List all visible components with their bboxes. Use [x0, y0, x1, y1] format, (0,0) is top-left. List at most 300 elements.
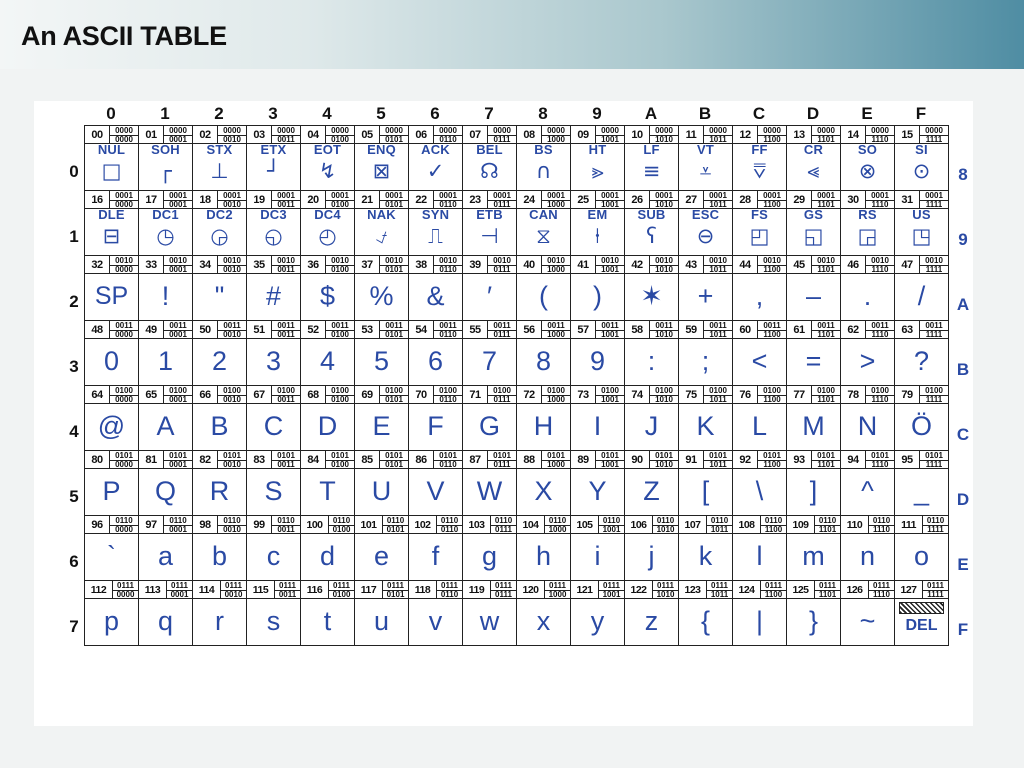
- binary-low-nibble: 0010: [223, 265, 241, 274]
- char-glyph: ′: [486, 281, 493, 311]
- char-glyph: Z: [643, 476, 660, 506]
- binary-code: [434, 256, 462, 273]
- binary-code: [491, 516, 516, 533]
- code-strip: [571, 256, 624, 274]
- decimal-code: 63: [895, 321, 920, 338]
- char-glyph: y: [590, 606, 605, 636]
- control-abbreviation: DC3: [260, 207, 287, 222]
- binary-code: [488, 256, 516, 273]
- decimal-code: 105: [571, 516, 599, 533]
- decimal-code: 58: [625, 321, 650, 338]
- decimal-code: 24: [517, 191, 542, 208]
- decimal-code: 121: [571, 581, 599, 598]
- binary-high-nibble: 0001: [650, 192, 678, 202]
- code-strip: [139, 451, 192, 469]
- binary-low-nibble: 0010: [223, 330, 241, 339]
- char-glyph: –: [805, 281, 822, 311]
- binary-low-nibble: 1000: [547, 460, 565, 469]
- binary-high-nibble: 0111: [815, 582, 840, 592]
- ascii-cell: [732, 255, 787, 321]
- binary-code: [218, 386, 246, 403]
- binary-low-nibble: 0100: [331, 135, 349, 144]
- control-abbreviation: SI: [915, 142, 928, 157]
- binary-code: [383, 516, 408, 533]
- decimal-code: 10: [625, 126, 650, 143]
- binary-code: [653, 516, 678, 533]
- control-symbol: ☊: [480, 159, 499, 183]
- control-symbol: ✓: [426, 159, 445, 183]
- binary-high-nibble: 0111: [545, 582, 570, 592]
- binary-high-nibble: 0101: [164, 452, 192, 462]
- column-header: 7: [484, 104, 494, 123]
- column-header: 3: [268, 104, 278, 123]
- ascii-cell: [786, 580, 841, 646]
- decimal-code: 53: [355, 321, 380, 338]
- ascii-cell: [516, 125, 571, 191]
- binary-code: [380, 126, 408, 143]
- binary-high-nibble: 0111: [167, 582, 192, 592]
- binary-high-nibble: 0000: [704, 127, 732, 137]
- decimal-code: 61: [787, 321, 812, 338]
- decimal-code: 72: [517, 386, 542, 403]
- binary-low-nibble: 1110: [871, 200, 889, 209]
- binary-low-nibble: 0111: [493, 135, 511, 144]
- ascii-cell: [624, 385, 679, 451]
- decimal-code: 28: [733, 191, 758, 208]
- row-header-left: 5: [69, 487, 79, 506]
- control-symbol: ⩡: [699, 159, 712, 183]
- ascii-cell: [138, 385, 193, 451]
- binary-low-nibble: 1110: [873, 590, 890, 599]
- char-glyph: z: [644, 606, 659, 636]
- decimal-code: 49: [139, 321, 164, 338]
- binary-code: [164, 126, 192, 143]
- decimal-code: 79: [895, 386, 920, 403]
- binary-low-nibble: 1111: [925, 330, 943, 339]
- decimal-code: 110: [841, 516, 869, 533]
- code-strip: [787, 256, 840, 274]
- row-header-left: 0: [69, 162, 79, 181]
- binary-code: [653, 581, 678, 598]
- ascii-cell: [246, 320, 301, 386]
- binary-code: [596, 321, 624, 338]
- binary-code: [218, 516, 246, 533]
- decimal-code: 123: [679, 581, 707, 598]
- decimal-code: 55: [463, 321, 488, 338]
- char-glyph: {: [700, 606, 711, 636]
- decimal-code: 120: [517, 581, 545, 598]
- decimal-code: 66: [193, 386, 218, 403]
- binary-low-nibble: 1000: [548, 590, 567, 599]
- decimal-code: 01: [139, 126, 164, 143]
- binary-low-nibble: 1111: [925, 395, 943, 404]
- binary-low-nibble: 0010: [223, 200, 241, 209]
- control-symbol: ⍿: [594, 224, 601, 248]
- binary-low-nibble: 1001: [601, 460, 619, 469]
- char-glyph: SP: [94, 282, 129, 310]
- decimal-code: 59: [679, 321, 704, 338]
- binary-code: [110, 321, 138, 338]
- decimal-code: 80: [85, 451, 110, 468]
- char-glyph: n: [859, 541, 876, 571]
- binary-high-nibble: 0000: [812, 127, 840, 137]
- ascii-cell: [462, 515, 517, 581]
- binary-high-nibble: 0000: [596, 127, 624, 137]
- control-abbreviation: NUL: [97, 142, 126, 157]
- char-glyph: s: [266, 606, 281, 636]
- binary-high-nibble: 0100: [272, 387, 300, 397]
- ascii-cell: [678, 385, 733, 451]
- code-strip: [895, 451, 948, 469]
- ascii-cell: [516, 255, 571, 321]
- control-symbol: ≡: [642, 159, 661, 183]
- binary-code: [542, 451, 570, 468]
- decimal-code: 60: [733, 321, 758, 338]
- binary-high-nibble: 0111: [653, 582, 678, 592]
- binary-high-nibble: 0010: [488, 257, 516, 267]
- decimal-code: 33: [139, 256, 164, 273]
- char-glyph: h: [535, 541, 552, 571]
- decimal-code: 125: [787, 581, 815, 598]
- binary-low-nibble: 0011: [277, 525, 295, 534]
- char-glyph: :: [647, 346, 656, 376]
- binary-low-nibble: 1001: [602, 590, 621, 599]
- binary-code: [272, 126, 300, 143]
- decimal-code: 30: [841, 191, 866, 208]
- binary-low-nibble: 1000: [547, 395, 565, 404]
- char-glyph: p: [103, 606, 120, 636]
- decimal-code: 77: [787, 386, 812, 403]
- decimal-code: 20: [301, 191, 326, 208]
- ascii-cell: [408, 255, 463, 321]
- control-abbreviation: SO: [857, 142, 878, 157]
- decimal-code: 02: [193, 126, 218, 143]
- ascii-cell: [516, 190, 571, 256]
- row-header-left: 6: [69, 552, 79, 571]
- binary-code: [326, 451, 354, 468]
- binary-low-nibble: 0100: [331, 330, 349, 339]
- binary-code: [812, 256, 840, 273]
- binary-high-nibble: 0100: [326, 387, 354, 397]
- decimal-code: 87: [463, 451, 488, 468]
- ascii-cell: [894, 320, 949, 386]
- binary-code: [437, 581, 462, 598]
- binary-code: [704, 191, 732, 208]
- binary-high-nibble: 0001: [110, 192, 138, 202]
- ascii-cell: [84, 125, 139, 191]
- control-abbreviation: FS: [750, 207, 768, 222]
- binary-code: [113, 581, 138, 598]
- binary-high-nibble: 0100: [812, 387, 840, 397]
- ascii-cell: [408, 190, 463, 256]
- binary-high-nibble: 0100: [542, 387, 570, 397]
- binary-high-nibble: 0111: [383, 582, 408, 592]
- code-strip: [193, 581, 246, 599]
- binary-low-nibble: 0110: [439, 265, 457, 274]
- binary-code: [707, 516, 732, 533]
- code-strip: [679, 386, 732, 404]
- control-abbreviation: SYN: [421, 207, 450, 222]
- code-strip: [301, 386, 354, 404]
- code-strip: [787, 386, 840, 404]
- ascii-cell: [246, 125, 301, 191]
- binary-code: [329, 516, 354, 533]
- control-abbreviation: BS: [534, 142, 553, 157]
- ascii-cell: [894, 580, 949, 646]
- char-glyph: q: [157, 606, 174, 636]
- code-strip: [301, 451, 354, 469]
- decimal-code: 83: [247, 451, 272, 468]
- binary-code: [167, 581, 192, 598]
- binary-code: [866, 126, 894, 143]
- control-symbol: ⪡: [807, 159, 820, 183]
- ascii-cell: [786, 190, 841, 256]
- ascii-cell: [138, 125, 193, 191]
- binary-high-nibble: 0001: [218, 192, 246, 202]
- decimal-code: 74: [625, 386, 650, 403]
- binary-code: [542, 126, 570, 143]
- code-strip: [85, 321, 138, 339]
- ascii-cell: [786, 385, 841, 451]
- decimal-code: 75: [679, 386, 704, 403]
- binary-high-nibble: 0100: [650, 387, 678, 397]
- char-glyph: x: [536, 606, 551, 636]
- control-symbol: ⎍: [428, 224, 443, 248]
- decimal-code: 119: [463, 581, 491, 598]
- code-strip: [625, 386, 678, 404]
- binary-low-nibble: 1111: [925, 265, 943, 274]
- binary-low-nibble: 0101: [385, 200, 403, 209]
- binary-low-nibble: 0000: [115, 330, 133, 339]
- ascii-cell: [678, 580, 733, 646]
- binary-low-nibble: 1101: [817, 135, 835, 144]
- decimal-code: 95: [895, 451, 920, 468]
- char-glyph: j: [648, 541, 655, 571]
- code-strip: [571, 386, 624, 404]
- binary-high-nibble: 0011: [596, 322, 624, 332]
- binary-low-nibble: 0100: [331, 460, 349, 469]
- decimal-code: 103: [463, 516, 491, 533]
- char-glyph: K: [696, 411, 715, 441]
- decimal-code: 56: [517, 321, 542, 338]
- binary-high-nibble: 0011: [812, 322, 840, 332]
- decimal-code: 29: [787, 191, 812, 208]
- char-glyph: J: [644, 411, 659, 441]
- binary-low-nibble: 1000: [547, 330, 565, 339]
- decimal-code: 114: [193, 581, 221, 598]
- decimal-code: 06: [409, 126, 434, 143]
- binary-high-nibble: 0110: [218, 517, 246, 527]
- char-glyph: 4: [319, 346, 336, 376]
- char-glyph: U: [371, 476, 392, 506]
- binary-low-nibble: 0101: [385, 265, 403, 274]
- binary-low-nibble: 1111: [925, 135, 943, 144]
- binary-high-nibble: 0000: [650, 127, 678, 137]
- binary-low-nibble: 1100: [763, 200, 781, 209]
- binary-code: [110, 386, 138, 403]
- row-header-right: 9: [958, 230, 968, 249]
- char-glyph: i: [594, 541, 601, 571]
- decimal-code: 04: [301, 126, 326, 143]
- ascii-cell: [624, 190, 679, 256]
- char-glyph: P: [102, 476, 121, 506]
- ascii-cell: [300, 580, 355, 646]
- code-strip: [679, 516, 732, 534]
- binary-high-nibble: 0000: [218, 127, 246, 137]
- char-glyph: }: [808, 606, 819, 636]
- code-strip: [733, 256, 786, 274]
- binary-high-nibble: 0101: [866, 452, 894, 462]
- binary-low-nibble: 1011: [709, 265, 727, 274]
- control-symbol: ◱: [803, 224, 824, 248]
- ascii-cell: [840, 385, 895, 451]
- binary-code: [218, 126, 246, 143]
- decimal-code: 36: [301, 256, 326, 273]
- binary-high-nibble: 0000: [272, 127, 300, 137]
- ascii-cell: [516, 385, 571, 451]
- binary-low-nibble: 1111: [925, 460, 943, 469]
- binary-low-nibble: 0001: [169, 135, 187, 144]
- binary-low-nibble: 1010: [655, 330, 673, 339]
- binary-high-nibble: 0110: [272, 517, 300, 527]
- binary-code: [650, 191, 678, 208]
- binary-high-nibble: 0011: [542, 322, 570, 332]
- binary-high-nibble: 0011: [704, 322, 732, 332]
- binary-low-nibble: 0110: [439, 460, 457, 469]
- binary-high-nibble: 0101: [380, 452, 408, 462]
- decimal-code: 106: [625, 516, 653, 533]
- binary-low-nibble: 1100: [763, 135, 781, 144]
- binary-low-nibble: 0010: [223, 395, 241, 404]
- ascii-cell: [894, 385, 949, 451]
- binary-low-nibble: 1110: [871, 265, 889, 274]
- binary-high-nibble: 0110: [599, 517, 624, 527]
- ascii-cell: [624, 320, 679, 386]
- char-glyph: >: [859, 346, 876, 376]
- binary-code: [815, 581, 840, 598]
- code-strip: [841, 256, 894, 274]
- binary-high-nibble: 0001: [758, 192, 786, 202]
- ascii-cell: [678, 450, 733, 516]
- ascii-cell: [84, 320, 139, 386]
- binary-code: [272, 191, 300, 208]
- binary-high-nibble: 0011: [758, 322, 786, 332]
- char-glyph: Q: [154, 476, 176, 506]
- char-glyph: u: [373, 606, 390, 636]
- ascii-cell: [138, 255, 193, 321]
- binary-low-nibble: 0000: [115, 265, 133, 274]
- decimal-code: 124: [733, 581, 761, 598]
- binary-high-nibble: 0100: [704, 387, 732, 397]
- ascii-cell: [840, 580, 895, 646]
- code-strip: [85, 386, 138, 404]
- char-glyph: _: [913, 476, 930, 506]
- decimal-code: 14: [841, 126, 866, 143]
- binary-high-nibble: 0101: [758, 452, 786, 462]
- ascii-cell: [84, 580, 139, 646]
- char-glyph: &: [426, 281, 445, 311]
- binary-high-nibble: 0110: [545, 517, 570, 527]
- code-strip: [247, 581, 300, 599]
- column-header: 8: [538, 104, 548, 123]
- binary-code: [110, 126, 138, 143]
- char-glyph: <: [751, 346, 768, 376]
- char-glyph: |: [755, 606, 763, 636]
- code-strip: [679, 321, 732, 339]
- binary-high-nibble: 0100: [596, 387, 624, 397]
- binary-high-nibble: 0011: [434, 322, 462, 332]
- binary-code: [812, 451, 840, 468]
- binary-high-nibble: 0111: [329, 582, 354, 592]
- decimal-code: 64: [85, 386, 110, 403]
- ascii-cell: [408, 125, 463, 191]
- binary-low-nibble: 0100: [332, 590, 351, 599]
- binary-low-nibble: 0000: [115, 460, 133, 469]
- decimal-code: 54: [409, 321, 434, 338]
- binary-low-nibble: 0010: [223, 135, 241, 144]
- code-strip: [85, 451, 138, 469]
- binary-code: [380, 451, 408, 468]
- decimal-code: 115: [247, 581, 275, 598]
- binary-low-nibble: 0111: [493, 200, 511, 209]
- binary-code: [218, 256, 246, 273]
- ascii-cell: [678, 515, 733, 581]
- binary-high-nibble: 0110: [707, 517, 732, 527]
- decimal-code: 71: [463, 386, 488, 403]
- code-strip: [139, 321, 192, 339]
- char-glyph: b: [211, 541, 228, 571]
- ascii-cell: [192, 580, 247, 646]
- binary-low-nibble: 1001: [601, 265, 619, 274]
- binary-code: [542, 256, 570, 273]
- code-strip: [355, 516, 408, 534]
- ascii-cell: [300, 320, 355, 386]
- char-glyph: Ö: [910, 411, 932, 441]
- binary-low-nibble: 0100: [331, 200, 349, 209]
- ascii-cell: [354, 580, 409, 646]
- code-strip: [193, 321, 246, 339]
- char-glyph: 1: [157, 346, 174, 376]
- binary-high-nibble: 0110: [164, 517, 192, 527]
- char-glyph: E: [372, 411, 391, 441]
- ascii-cell: [570, 385, 625, 451]
- binary-high-nibble: 0000: [110, 127, 138, 137]
- binary-code: [869, 516, 894, 533]
- char-glyph: 5: [373, 346, 390, 376]
- decimal-code: 31: [895, 191, 920, 208]
- ascii-cell: [570, 190, 625, 256]
- binary-code: [272, 321, 300, 338]
- char-glyph: [: [701, 476, 710, 506]
- code-strip: [517, 581, 570, 599]
- ascii-cell: [678, 255, 733, 321]
- decimal-code: 117: [355, 581, 383, 598]
- code-strip: [625, 321, 678, 339]
- row-header-left: 1: [69, 227, 79, 246]
- binary-low-nibble: 0100: [332, 525, 351, 534]
- ascii-cell: [840, 450, 895, 516]
- char-glyph: $: [319, 281, 336, 311]
- ascii-cell: [408, 320, 463, 386]
- binary-low-nibble: 0010: [223, 460, 241, 469]
- control-abbreviation: HT: [588, 142, 607, 157]
- binary-code: [596, 386, 624, 403]
- binary-high-nibble: 0000: [758, 127, 786, 137]
- ascii-cell: [570, 125, 625, 191]
- binary-high-nibble: 0010: [434, 257, 462, 267]
- decimal-code: 37: [355, 256, 380, 273]
- binary-low-nibble: 0001: [169, 265, 187, 274]
